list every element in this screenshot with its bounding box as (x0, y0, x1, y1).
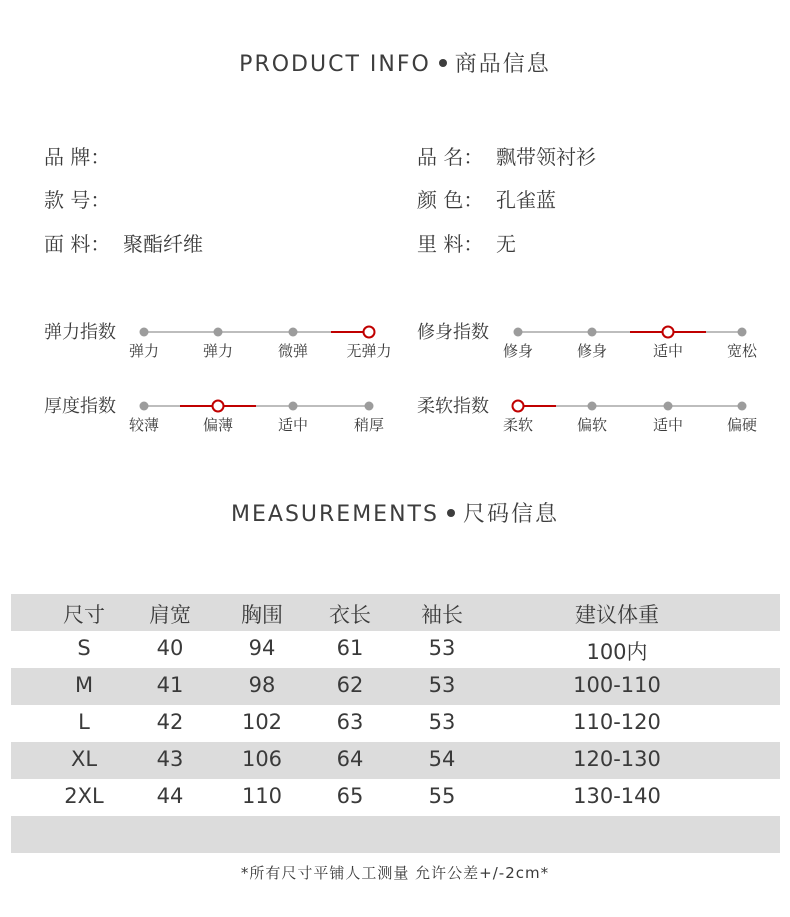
table-cell: 110-120 (573, 710, 661, 734)
table-row-band (11, 594, 780, 631)
info-value-fabric: 聚酯纤维 (123, 232, 203, 256)
table-cell: 42 (156, 710, 184, 734)
table-cell: 120-130 (573, 747, 661, 771)
index-tick-label: 宽松 (726, 342, 758, 360)
table-header-cell: 肩宽 (149, 603, 191, 627)
table-header-cell: 袖长 (421, 603, 463, 627)
index-dot (214, 328, 223, 337)
table-cell: 98 (248, 673, 276, 697)
index-dot (738, 402, 747, 411)
index-dot (514, 328, 523, 337)
table-cell: M (74, 673, 94, 697)
table-cell: 2XL (64, 784, 104, 808)
table-cell: 43 (156, 747, 184, 771)
info-value-color: 孔雀蓝 (496, 188, 556, 212)
table-cell: 100内 (586, 640, 648, 664)
table-cell: 65 (336, 784, 364, 808)
index-label: 厚度指数 (44, 396, 116, 417)
index-dot (365, 402, 374, 411)
index-selected-marker (212, 400, 225, 413)
table-header-cell: 建议体重 (575, 603, 659, 627)
index-label: 柔软指数 (417, 396, 489, 417)
table-cell: 94 (248, 636, 276, 660)
measurements-title-en: MEASUREMENTS (231, 502, 439, 527)
index-tick-label: 较薄 (128, 416, 160, 434)
table-cell: 102 (241, 710, 283, 734)
index-tick-label: 弹力 (128, 342, 160, 360)
measurements-title-cn: 尺码信息 (462, 502, 559, 527)
measurements-title (0, 497, 790, 528)
title-separator-dot (439, 59, 447, 67)
table-cell: 110 (241, 784, 283, 808)
index-dot (588, 402, 597, 411)
info-label-color: 颜 色： (417, 188, 484, 212)
index-dot (140, 328, 149, 337)
info-label-lining: 里 料： (417, 232, 484, 256)
index-tick-label: 偏软 (576, 416, 608, 434)
index-dot (588, 328, 597, 337)
index-tick-label: 偏薄 (202, 416, 234, 434)
index-dot (289, 402, 298, 411)
table-cell: 53 (428, 710, 456, 734)
index-dot (289, 328, 298, 337)
table-cell: 100-110 (573, 673, 661, 697)
index-label: 修身指数 (417, 322, 489, 343)
info-label-fabric: 面 料： (44, 232, 111, 256)
index-tick-label: 无弹力 (346, 342, 392, 360)
table-row-band (11, 742, 780, 779)
table-cell: 53 (428, 673, 456, 697)
table-cell: 62 (336, 673, 364, 697)
index-dot (140, 402, 149, 411)
table-cell: 130-140 (573, 784, 661, 808)
table-header-cell: 胸围 (241, 603, 283, 627)
index-dot (738, 328, 747, 337)
index-tick-label: 适中 (277, 416, 309, 434)
table-cell: 40 (156, 636, 184, 660)
index-tick-label: 柔软 (502, 416, 534, 434)
info-label-name: 品 名： (417, 145, 484, 169)
index-tick-label: 适中 (652, 342, 684, 360)
title-separator-dot (447, 509, 455, 517)
index-selected-marker (662, 326, 675, 339)
table-cell: 54 (428, 747, 456, 771)
table-cell: 106 (241, 747, 283, 771)
index-track (144, 405, 369, 407)
table-cell: 41 (156, 673, 184, 697)
index-tick-label: 偏硬 (726, 416, 758, 434)
index-selected-marker (512, 400, 525, 413)
table-row-band (11, 668, 780, 705)
index-tick-label: 微弹 (277, 342, 309, 360)
table-header-cell: 尺寸 (63, 603, 105, 627)
info-value-name: 飘带领衬衫 (496, 145, 596, 169)
index-dot (664, 402, 673, 411)
product-info-title-en: PRODUCT INFO (239, 52, 431, 77)
table-cell: 53 (428, 636, 456, 660)
table-cell: 63 (336, 710, 364, 734)
product-info-title-cn: 商品信息 (454, 52, 551, 77)
table-cell: S (77, 636, 91, 660)
table-cell: 61 (336, 636, 364, 660)
index-selected-marker (363, 326, 376, 339)
table-cell: XL (70, 747, 98, 771)
index-tick-label: 稍厚 (353, 416, 385, 434)
table-cell: 44 (156, 784, 184, 808)
info-label-brand: 品 牌： (44, 145, 111, 169)
index-tick-label: 修身 (502, 342, 534, 360)
table-cell: L (78, 710, 90, 734)
index-tick-label: 修身 (576, 342, 608, 360)
info-value-lining: 无 (496, 232, 516, 256)
index-tick-label: 弹力 (202, 342, 234, 360)
table-cell: 55 (428, 784, 456, 808)
product-info-title (0, 47, 790, 78)
index-label: 弹力指数 (44, 322, 116, 343)
info-label-style-no: 款 号： (44, 188, 111, 212)
table-cell: 64 (336, 747, 364, 771)
table-row-band (11, 816, 780, 853)
table-header-cell: 衣长 (329, 603, 371, 627)
index-tick-label: 适中 (652, 416, 684, 434)
measurement-footnote: *所有尺寸平铺人工测量 允许公差+/-2cm* (240, 864, 550, 882)
